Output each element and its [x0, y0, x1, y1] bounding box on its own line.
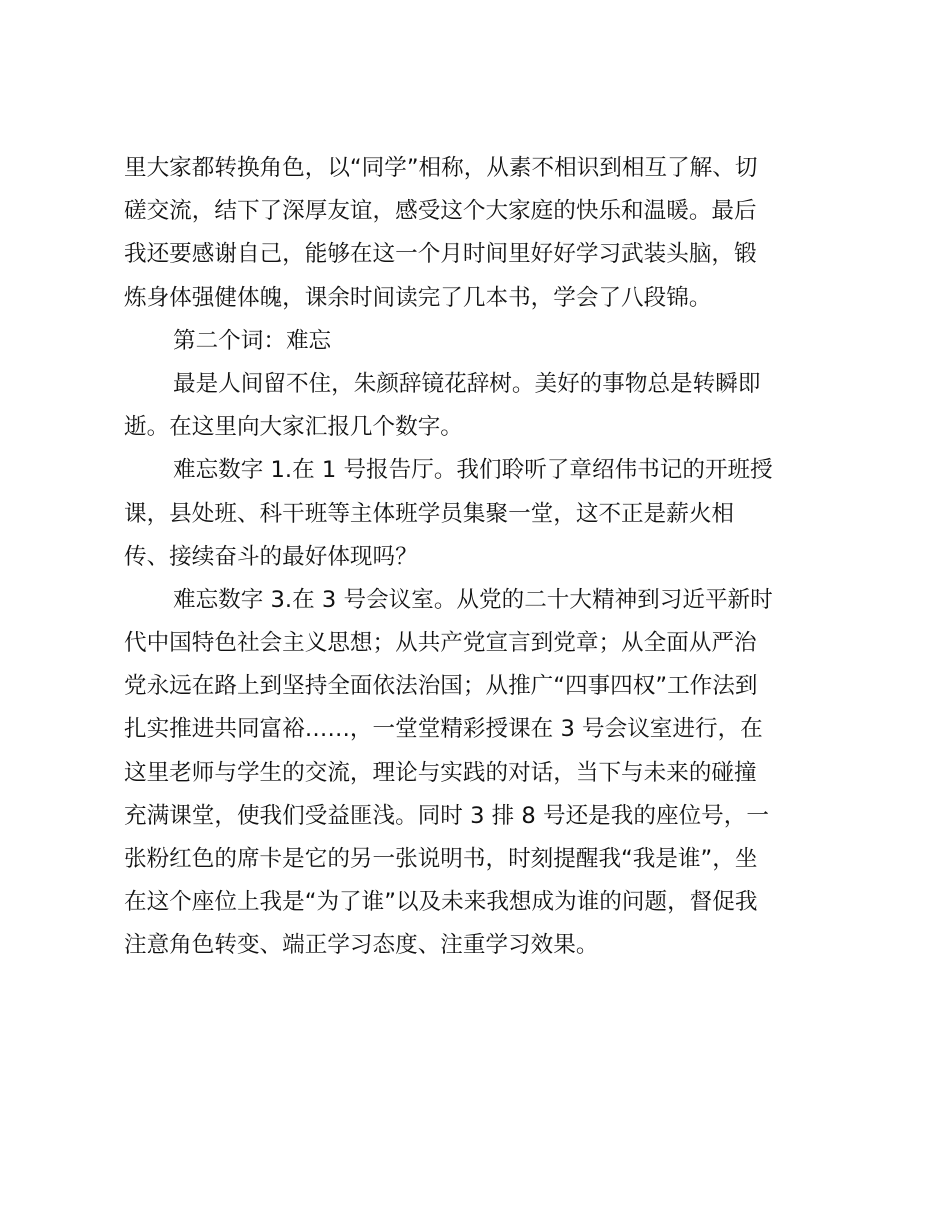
- text-line: 难忘数字 1.在 1 号报告厅。我们聆听了章绍伟书记的开班授: [173, 457, 773, 484]
- text-line: 党永远在路上到坚持全面依法治国；从推广“四事四权”工作法到: [124, 673, 758, 700]
- text-line: 难忘数字 3.在 3 号会议室。从党的二十大精神到习近平新时: [173, 586, 773, 613]
- text-line: 课，县处班、科干班等主体班学员集聚一堂，这不正是薪火相: [124, 500, 735, 527]
- text-line: 磋交流，结下了深厚友谊，感受这个大家庭的快乐和温暖。最后: [124, 198, 757, 225]
- text-line: 里大家都转换角色，以“同学”相称，从素不相识到相互了解、切: [124, 155, 758, 181]
- text-line: 在这个座位上我是“为了谁”以及未来我想成为谁的问题，督促我: [124, 889, 758, 916]
- text-line: 张粉红色的席卡是它的另一张说明书，时刻提醒我“我是谁”，坐: [124, 846, 758, 872]
- text-line: 炼身体强健体魄，课余时间读完了几本书，学会了八段锦。: [124, 284, 712, 311]
- text-line: 逝。在这里向大家汇报几个数字。: [124, 414, 463, 441]
- text-line: 注意角色转变、端正学习态度、注重学习效果。: [124, 932, 599, 959]
- text-line: 传、接续奋斗的最好体现吗？: [124, 543, 418, 570]
- text-line: 扎实推进共同富裕……，一堂堂精彩授课在 3 号会议室进行，在: [124, 716, 763, 743]
- text-line: 充满课堂，使我们受益匪浅。同时 3 排 8 号还是我的座位号，一: [124, 802, 769, 829]
- text-line: 代中国特色社会主义思想；从共产党宣言到党章；从全面从严治: [124, 630, 757, 657]
- text-line: 最是人间留不住，朱颜辞镜花辞树。美好的事物总是转瞬即: [173, 370, 761, 397]
- section-heading: 第二个词：难忘: [173, 327, 332, 354]
- text-line: 这里老师与学生的交流，理论与实践的对话，当下与未来的碰撞: [124, 759, 757, 786]
- text-line: 我还要感谢自己，能够在这一个月时间里好好学习武装头脑，锻: [124, 241, 757, 268]
- document-body: [124, 147, 830, 968]
